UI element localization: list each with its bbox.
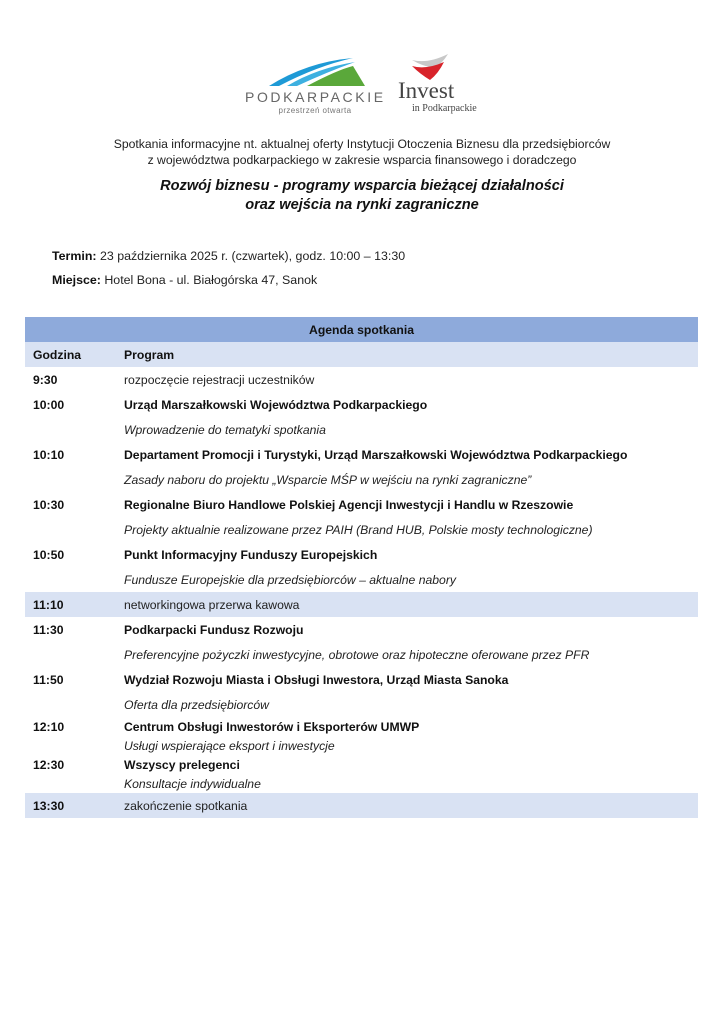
meta-miejsce bbox=[52, 273, 317, 287]
intro-line-1: Spotkania informacyjne nt. aktualnej oferty Instytucji Otoczenia Biznesu dla przedsiębiorców bbox=[113, 137, 611, 151]
agenda-time-empty bbox=[25, 692, 119, 717]
agenda-row-detail bbox=[25, 567, 698, 592]
agenda-row bbox=[25, 755, 698, 774]
agenda-row bbox=[25, 617, 698, 642]
agenda-description: Konsultacje indywidualne bbox=[124, 776, 261, 791]
agenda-description: Zasady naboru do projektu „Wsparcie MŚP w wejściu na rynki zagraniczne” bbox=[124, 472, 532, 487]
agenda-title: Agenda spotkania bbox=[25, 317, 698, 342]
agenda-time-empty bbox=[25, 567, 119, 592]
intro-line-2: z województwa podkarpackiego w zakresie wsparcia finansowego i doradczego bbox=[147, 152, 577, 167]
agenda-row bbox=[25, 793, 698, 818]
agenda-time-empty bbox=[25, 642, 119, 667]
agenda-row-detail bbox=[25, 417, 698, 442]
agenda-header-row bbox=[25, 342, 698, 367]
agenda-time: 10:50 bbox=[33, 547, 65, 562]
agenda-body bbox=[25, 367, 698, 818]
logos-header bbox=[0, 50, 724, 120]
agenda-time: 10:00 bbox=[33, 397, 65, 412]
agenda-time: 11:10 bbox=[33, 597, 64, 612]
agenda-row-detail bbox=[25, 517, 698, 542]
agenda-time-empty bbox=[25, 417, 119, 442]
agenda-program: Regionalne Biuro Handlowe Polskiej Agencji Inwestycji i Handlu w Rzeszowie bbox=[124, 497, 574, 512]
agenda-time-empty bbox=[25, 774, 119, 793]
agenda-row bbox=[25, 367, 698, 392]
agenda-program: Wydział Rozwoju Miasta i Obsługi Inwestora, Urząd Miasta Sanoka bbox=[124, 672, 509, 687]
agenda-time-empty bbox=[25, 517, 119, 542]
agenda-description: Fundusze Europejskie dla przedsiębiorców – aktualne nabory bbox=[124, 572, 456, 587]
meta-termin bbox=[52, 249, 405, 263]
miejsce-value: Hotel Bona - ul. Białogórska 47, Sanok bbox=[100, 273, 318, 287]
agenda-program: Centrum Obsługi Inwestorów i Eksporterów UMWP bbox=[124, 719, 420, 734]
podkarpackie-swoosh-icon bbox=[267, 56, 367, 88]
miejsce-label: Miejsce: bbox=[52, 273, 101, 287]
agenda-time: 9:30 bbox=[33, 372, 58, 387]
agenda-time: 12:30 bbox=[33, 757, 65, 772]
agenda-time: 10:10 bbox=[33, 447, 65, 462]
agenda-time: 10:30 bbox=[33, 497, 65, 512]
agenda-program: Departament Promocji i Turystyki, Urząd Marszałkowski Województwa Podkarpackiego bbox=[124, 447, 628, 462]
page-title bbox=[0, 177, 724, 215]
agenda-description: Wprowadzenie do tematyki spotkania bbox=[124, 422, 326, 437]
podkarpackie-logo bbox=[245, 56, 385, 116]
podkarpackie-name: PODKARPACKIE bbox=[245, 89, 386, 105]
agenda-program: rozpoczęcie rejestracji uczestników bbox=[124, 372, 315, 387]
agenda-row-detail bbox=[25, 467, 698, 492]
agenda-program: networkingowa przerwa kawowa bbox=[124, 597, 300, 612]
agenda-time: 11:30 bbox=[33, 622, 64, 637]
invest-name: Invest bbox=[398, 78, 455, 103]
invest-logo bbox=[396, 54, 506, 118]
podkarpackie-tagline: przestrzeń otwarta bbox=[278, 106, 352, 115]
agenda-time: 12:10 bbox=[33, 719, 65, 734]
termin-label: Termin: bbox=[52, 249, 97, 263]
agenda-table bbox=[25, 317, 698, 818]
agenda-row bbox=[25, 592, 698, 617]
agenda-program: Urząd Marszałkowski Województwa Podkarpackiego bbox=[124, 397, 428, 412]
title-line-2: oraz wejścia na rynki zagraniczne bbox=[245, 197, 479, 213]
agenda-row-detail bbox=[25, 692, 698, 717]
agenda-description: Projekty aktualnie realizowane przez PAIH (Brand HUB, Polskie mosty technologiczne) bbox=[124, 522, 593, 537]
agenda-program: Wszyscy prelegenci bbox=[124, 757, 240, 772]
agenda-row bbox=[25, 667, 698, 692]
agenda-time: 13:30 bbox=[33, 798, 65, 813]
agenda-description: Oferta dla przedsiębiorców bbox=[124, 697, 269, 712]
agenda-row-detail bbox=[25, 642, 698, 667]
agenda-description: Usługi wspierające eksport i inwestycje bbox=[124, 738, 335, 753]
title-line-1: Rozwój biznesu - programy wsparcia bieżącej działalności bbox=[160, 178, 564, 194]
agenda-time-empty bbox=[25, 467, 119, 492]
agenda-row bbox=[25, 492, 698, 517]
termin-value: 23 października 2025 r. (czwartek), godz. 10:00 – 13:30 bbox=[96, 249, 406, 263]
agenda-row-detail bbox=[25, 736, 698, 755]
agenda-row bbox=[25, 392, 698, 417]
invest-subtitle: in Podkarpackie bbox=[412, 103, 477, 114]
agenda-row-detail bbox=[25, 774, 698, 793]
column-header-program: Program bbox=[124, 347, 175, 362]
agenda-program: Punkt Informacyjny Funduszy Europejskich bbox=[124, 547, 378, 562]
agenda-program: Podkarpacki Fundusz Rozwoju bbox=[124, 622, 304, 637]
agenda-time-empty bbox=[25, 736, 119, 755]
agenda-time: 11:50 bbox=[33, 672, 64, 687]
agenda-row bbox=[25, 717, 698, 736]
intro-text bbox=[0, 137, 724, 168]
agenda-row bbox=[25, 542, 698, 567]
agenda-description: Preferencyjne pożyczki inwestycyjne, obrotowe oraz hipoteczne oferowane przez PFR bbox=[124, 647, 590, 662]
agenda-program: zakończenie spotkania bbox=[124, 798, 248, 813]
agenda-row bbox=[25, 442, 698, 467]
column-header-time: Godzina bbox=[33, 347, 82, 362]
